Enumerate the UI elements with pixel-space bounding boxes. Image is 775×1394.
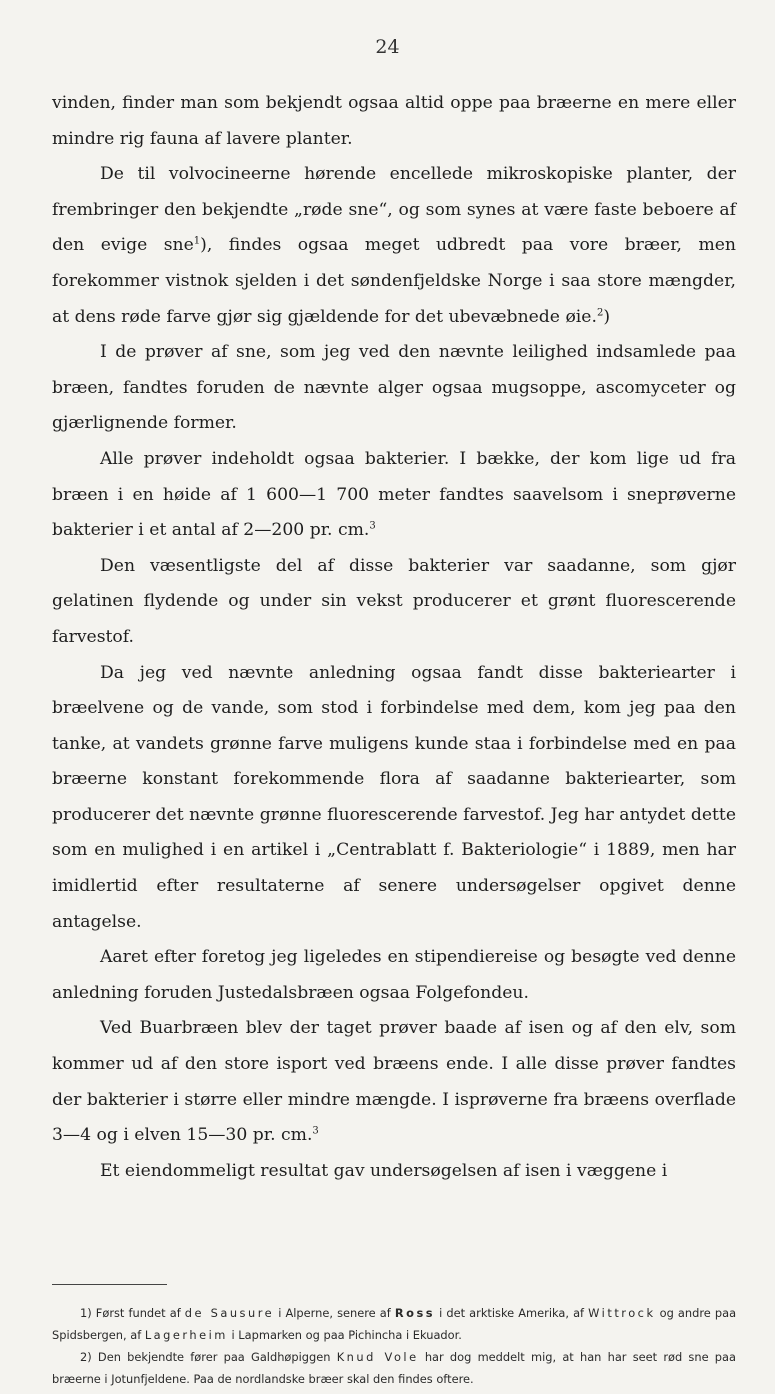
unit-exponent: 3 [369, 520, 376, 532]
paragraph [52, 157, 736, 335]
footnote-divider [52, 1284, 167, 1285]
footnote-text: har dog meddelt mig, at han har seet rød sne paa bræerne i Jotunfjeldene. Paa de nordlandske bræer skal den findes oftere. [52, 1350, 736, 1387]
footnote-text: i Alperne, senere af [278, 1306, 391, 1320]
footnote-marker: 1) [80, 1306, 92, 1320]
paragraph [52, 1011, 736, 1153]
footnote-1 [52, 1302, 736, 1346]
footnote-ref: 1 [193, 235, 201, 247]
paragraph-text: Alle prøver indeholdt ogsaa bakterier. I bække, der kom lige ud fra bræen i en høide af 1 600—1 700 meter fandtes saavelsom i sneprøverne bakterier i et antal af 2—200 pr. cm. [52, 448, 736, 541]
author-name: Lagerheim [144, 1328, 228, 1343]
paragraph: Da jeg ved nævnte anledning ogsaa fandt disse bakteriearter i bræelvene og de vande, som stod i forbindelse med dem, kom jeg paa den tanke, at vandets grønne farve muligens kunde staa i forbindelse med en paa bræerne konstant forekommende flora af saadanne bakteriearter, som producerer det nævnte grønne fluorescerende farvestof. Jeg har antydet dette som en mulighed i en artikel i „Centrablatt f. Bakteriologie“ i 1889, men har imidlertid efter resultaterne af senere undersøgelser opgivet denne antagelse. [52, 662, 736, 932]
footnote-2 [52, 1346, 736, 1390]
footnote-text: i Lapmarken og paa Pichincha i Ekuador. [231, 1328, 462, 1343]
page-number: 24 [375, 36, 400, 58]
paragraph [52, 442, 736, 549]
footnotes [52, 1302, 736, 1390]
paragraph: Aaret efter foretog jeg ligeledes en stipendiereise og besøgte ved denne anledning foruden Justedalsbræen ogsaa Folgefondeu. [52, 947, 736, 1003]
footnote-text: og andre paa Spidsbergen, af [52, 1306, 737, 1343]
body-text [52, 86, 736, 1189]
paragraph: Et eiendommeligt resultat gav undersøgelsen af isen i væggene i [100, 1160, 668, 1181]
paragraph-text: ), findes ogsaa meget udbredt paa vore bræer, men forekommer vistnok sjelden i det søndenfjeldske Norge i saa store mængder, at dens røde farve gjør sig gjældende for det ubevæbnede øie. [52, 235, 736, 327]
paragraph: Den væsentligste del af disse bakterier var saadanne, som gjør gelatinen flydende og under sin vekst producerer et grønt fluorescerende farvestof. [52, 555, 736, 647]
person-name: Knud Vole [336, 1350, 419, 1365]
unit-exponent: 3 [312, 1125, 319, 1137]
paragraph: vinden, finder man som bekjendt ogsaa altid oppe paa bræerne en mere eller mindre rig fauna af lavere planter. [52, 93, 736, 149]
footnote-text: Først fundet af [95, 1306, 181, 1320]
paragraph-text: De til volvocineerne hørende encellede mikroskopiske planter, der frembringer den bekjendte „røde sne“, og som synes at være faste beboere af den evige sne [52, 164, 736, 256]
footnote-text: i det arktiske Amerika, af [439, 1306, 585, 1320]
footnote-ref: 2 [596, 306, 604, 318]
author-name: de Sausure [184, 1306, 275, 1320]
footnote-text: Den bekjendte fører paa Galdhøpiggen [97, 1350, 331, 1365]
author-name: Wittrock [588, 1306, 656, 1320]
paragraph-text: ) [603, 306, 611, 327]
footnote-marker: 2) [80, 1350, 92, 1365]
paragraph-text: Ved Buarbræen blev der taget prøver baade af isen og af den elv, som kommer ud af den store isport ved bræens ende. I alle disse prøver fandtes der bakterier i større eller mindre mængde. I isprøverne fra bræens overflade 3—4 og i elven 15—30 pr. cm. [52, 1018, 736, 1146]
paragraph: I de prøver af sne, som jeg ved den nævnte leilighed indsamlede paa bræen, fandtes foruden de nævnte alger ogsaa mugsoppe, ascomyceter og gjærlignende former. [52, 342, 736, 434]
author-name: Ross [394, 1306, 436, 1320]
